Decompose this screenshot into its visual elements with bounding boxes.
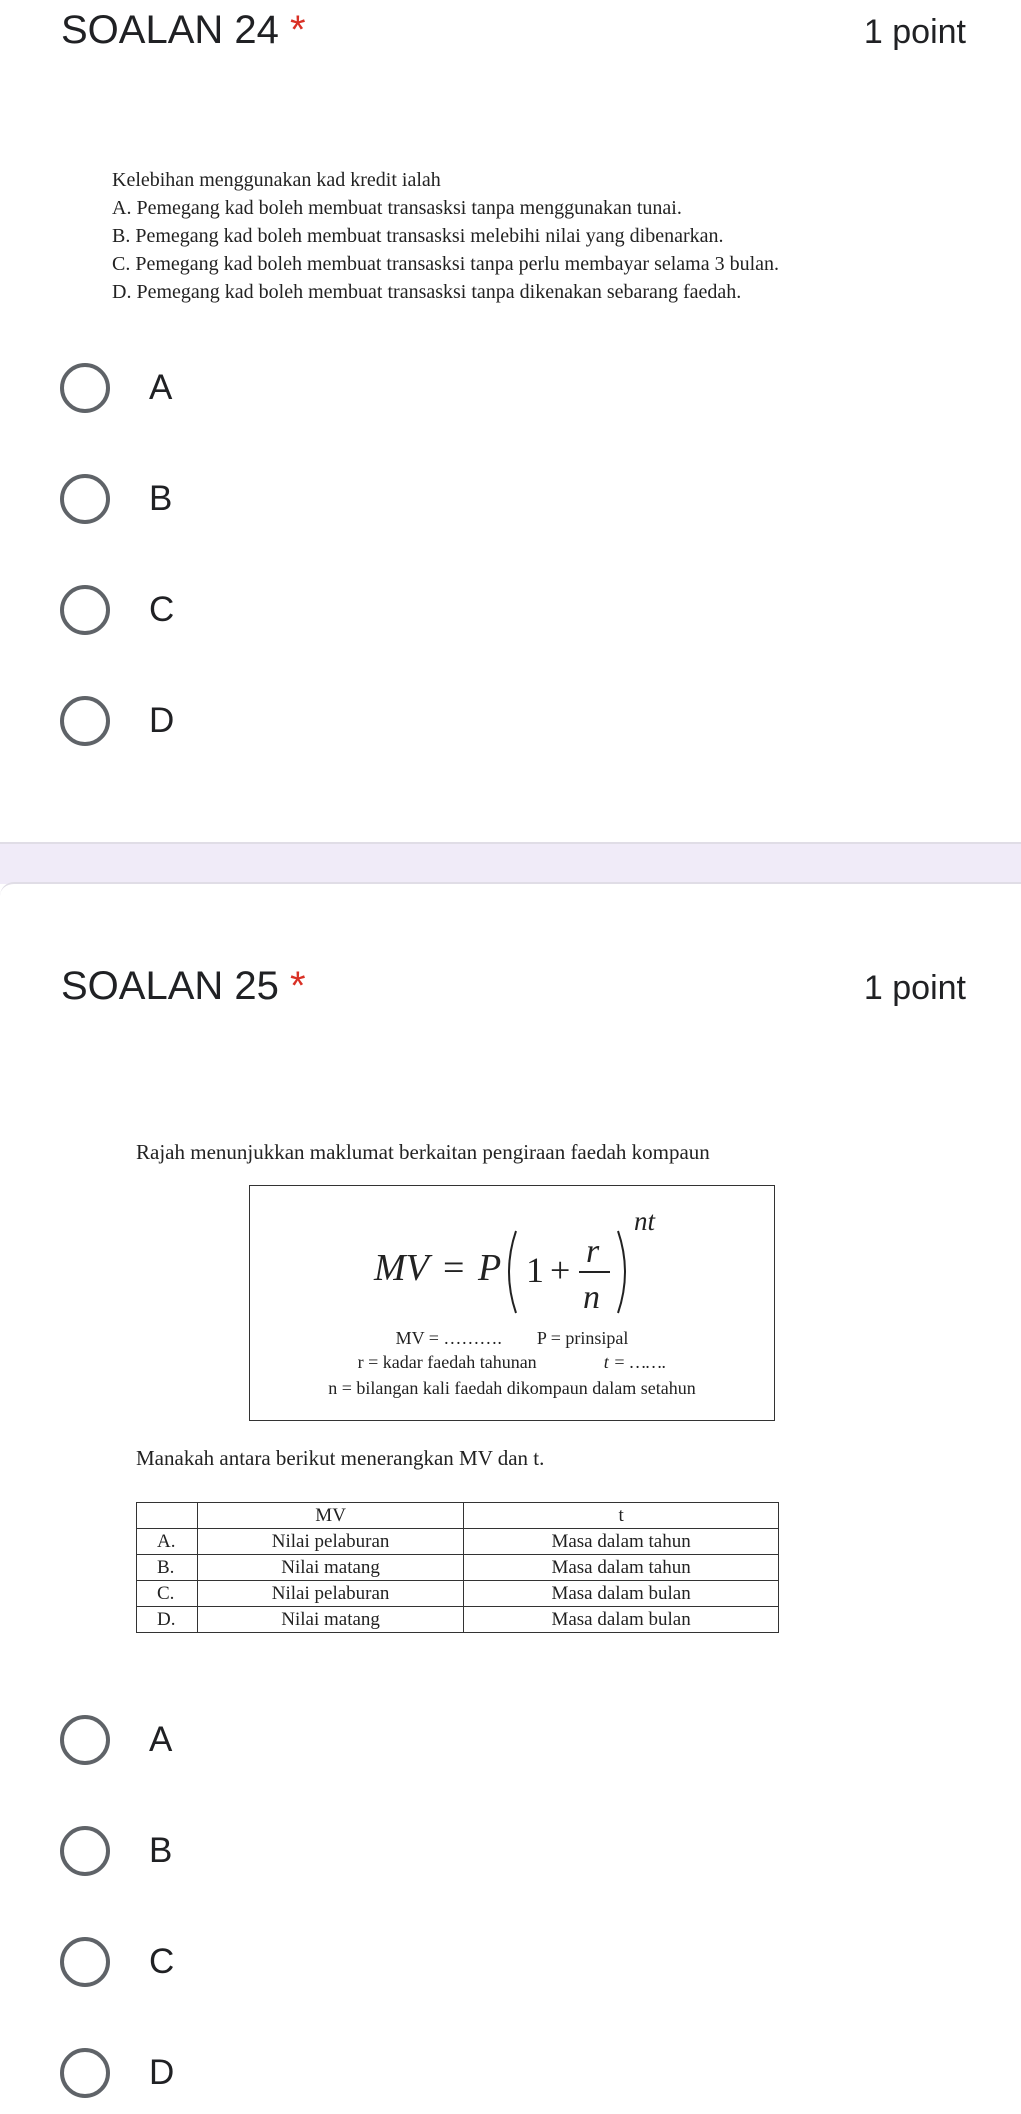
table-row [137, 1581, 779, 1607]
statement-b: B. Pemegang kad boleh membuat transasksi melebihi nilai yang dibenarkan. [112, 225, 724, 247]
statement-a: A. Pemegang kad boleh membuat transasksi tanpa menggunakan tunai. [112, 197, 682, 219]
def-t: t = ……. [603, 1352, 667, 1372]
cell-mv: Nilai matang [198, 1607, 464, 1633]
cell-mv: Nilai pelaburan [198, 1529, 464, 1555]
row-label: B. [137, 1555, 198, 1581]
cell-t: Masa dalam tahun [464, 1555, 779, 1581]
question-image [112, 166, 779, 306]
question-card-24 [0, 0, 1021, 842]
radio-option-c[interactable] [60, 1934, 174, 1990]
question-card-25 [0, 882, 1021, 2114]
option-label: A [149, 1720, 173, 1759]
table-row [137, 1607, 779, 1633]
diagram-intro: Rajah menunjukkan maklumat berkaitan pengiraan faedah kompaun [136, 1140, 710, 1164]
left-paren [509, 1231, 516, 1313]
cell-t: Masa dalam bulan [464, 1607, 779, 1633]
formula-mv: MV [374, 1247, 429, 1289]
radio-circle-icon[interactable] [60, 1937, 110, 1987]
cell-t: Masa dalam tahun [464, 1529, 779, 1555]
formula-n: n [583, 1279, 600, 1316]
answer-table [136, 1502, 779, 1633]
option-label: C [149, 590, 175, 629]
radio-circle-icon[interactable] [60, 1826, 110, 1876]
table-header-row [137, 1503, 779, 1529]
radio-option-b[interactable] [60, 471, 172, 527]
radio-circle-icon[interactable] [60, 2048, 110, 2098]
formula-defs-row2 [250, 1352, 774, 1373]
table-row [137, 1555, 779, 1581]
option-label: D [149, 2053, 175, 2092]
card-separator [0, 842, 1021, 884]
option-label: C [149, 1942, 175, 1981]
statement-c: C. Pemegang kad boleh membuat transasksi tanpa perlu membayar selama 3 bulan. [112, 253, 780, 275]
radio-circle-icon[interactable] [60, 585, 110, 635]
row-label: D. [137, 1607, 198, 1633]
question-title [61, 8, 306, 53]
radio-option-b[interactable] [60, 1823, 172, 1879]
row-label: C. [137, 1581, 198, 1607]
question-prompt: Manakah antara berikut menerangkan MV dan t. [136, 1446, 545, 1470]
option-label: B [149, 479, 173, 518]
radio-circle-icon[interactable] [60, 1715, 110, 1765]
formula-defs-row1 [250, 1328, 774, 1349]
radio-circle-icon[interactable] [60, 474, 110, 524]
formula-exponent: nt [634, 1206, 656, 1236]
formula-r: r [586, 1233, 600, 1270]
table-header-t: t [464, 1503, 779, 1529]
table-corner [137, 1503, 198, 1529]
points-label: 1 point [863, 13, 966, 51]
question-stem: Kelebihan menggunakan kad kredit ialah [112, 169, 441, 191]
formula-plus: + [550, 1250, 571, 1290]
formula-one: 1 [526, 1250, 544, 1290]
question-title [61, 964, 306, 1009]
def-p: P = prinsipal [536, 1328, 629, 1348]
radio-option-d[interactable] [60, 693, 174, 749]
formula-box [249, 1185, 775, 1421]
radio-circle-icon[interactable] [60, 363, 110, 413]
radio-option-a[interactable] [60, 1712, 172, 1768]
question-title-text: SOALAN 25 [61, 964, 279, 1008]
formula-p: P [478, 1247, 502, 1289]
radio-option-c[interactable] [60, 582, 174, 638]
row-label: A. [137, 1529, 198, 1555]
points-label: 1 point [863, 969, 966, 1007]
formula-equals: = [443, 1247, 465, 1289]
option-label: A [149, 368, 173, 407]
table-row [137, 1529, 779, 1555]
question-title-text: SOALAN 24 [61, 8, 279, 52]
def-r: r = kadar faedah tahunan [357, 1352, 537, 1372]
option-label: B [149, 1831, 173, 1870]
cell-t: Masa dalam bulan [464, 1581, 779, 1607]
radio-circle-icon[interactable] [60, 696, 110, 746]
right-paren [618, 1231, 625, 1313]
table-header-mv: MV [198, 1503, 464, 1529]
def-n: n = bilangan kali faedah dikompaun dalam setahun [328, 1378, 696, 1398]
statement-d: D. Pemegang kad boleh membuat transasksi tanpa dikenakan sebarang faedah. [112, 281, 742, 303]
formula-svg [250, 1186, 776, 1316]
required-asterisk: * [290, 964, 306, 1008]
cell-mv: Nilai pelaburan [198, 1581, 464, 1607]
def-mv: MV = ………. [395, 1328, 502, 1348]
radio-option-d[interactable] [60, 2045, 174, 2101]
radio-option-a[interactable] [60, 360, 172, 416]
formula-defs-row3 [250, 1378, 774, 1399]
cell-mv: Nilai matang [198, 1555, 464, 1581]
required-asterisk: * [290, 8, 306, 52]
option-label: D [149, 701, 175, 740]
